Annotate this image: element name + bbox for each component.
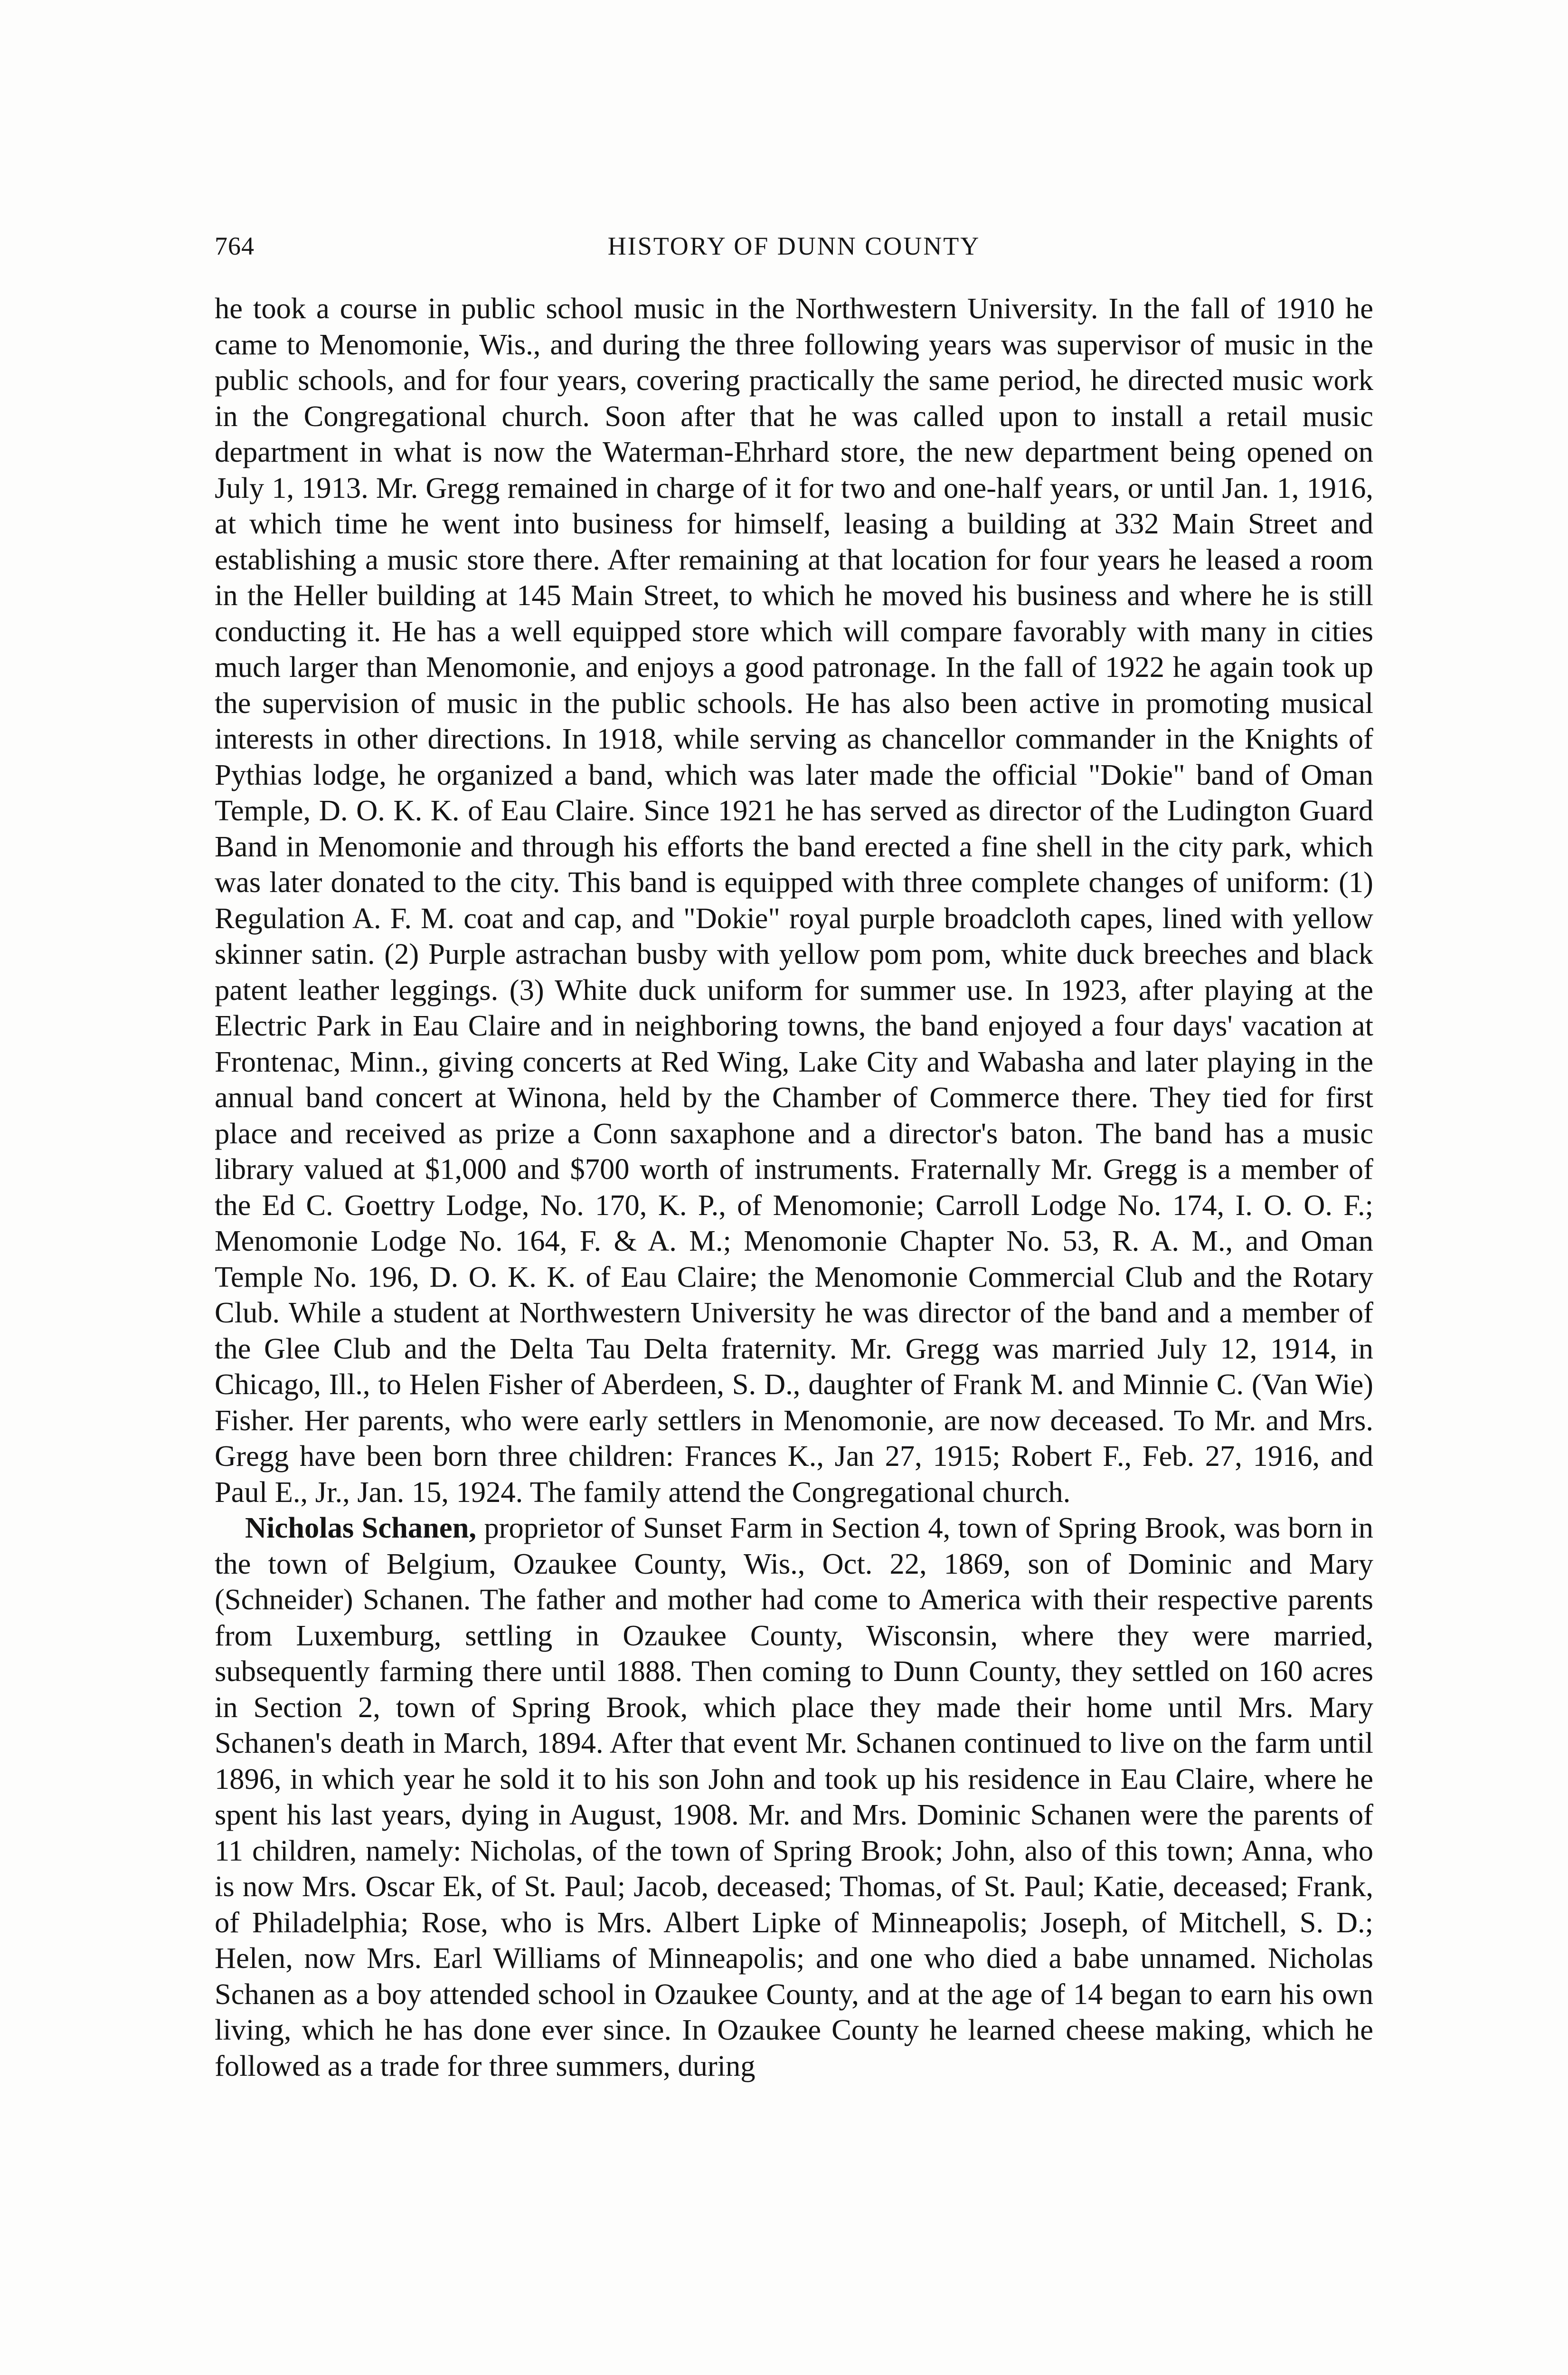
biography-subject-name: Nicholas Schanen, [245, 1511, 476, 1544]
running-head [215, 227, 1373, 265]
body-text [215, 291, 1373, 2084]
paragraph-schanen-biography [215, 1510, 1373, 2084]
paragraph-gregg-continued: he took a course in public school music in the Northwestern University. In the fall of 1910 he came to Menomonie, Wis., and during the three following years was supervisor of music in the public schools, and for four years, covering practically the same period, he directed music work in the Congregational church. Soon after that he was called upon to install a retail music department in what is now the Waterman-Ehrhard store, the new department being opened on July 1, 1913. Mr. Gregg remained in charge of it for two and one-half years, or until Jan. 1, 1916, at which time he went into business for himself, leasing a building at 332 Main Street and establishing a music store there. After remaining at that location for four years he leased a room in the Heller building at 145 Main Street, to which he moved his business and where he is still conducting it. He has a well equipped store which will compare favorably with many in cities much larger than Menomonie, and enjoys a good patronage. In the fall of 1922 he again took up the supervision of music in the public schools. He has also been active in promoting musical interests in other directions. In 1918, while serving as chancellor commander in the Knights of Pythias lodge, he organized a band, which was later made the official "Dokie" band of Oman Temple, D. O. K. K. of Eau Claire. Since 1921 he has served as director of the Ludington Guard Band in Menomonie and through his efforts the band erected a fine shell in the city park, which was later donated to the city. This band is equipped with three complete changes of uniform: (1) Regulation A. F. M. coat and cap, and "Dokie" royal purple broadcloth capes, lined with yellow skinner satin. (2) Purple astrachan busby with yellow pom pom, white duck breeches and black patent leather leggings. (3) White duck uniform for summer use. In 1923, after playing at the Electric Park in Eau Claire and in neighboring towns, the band enjoyed a four days' vacation at Frontenac, Minn., giving concerts at Red Wing, Lake City and Wabasha and later playing in the annual band concert at Winona, held by the Chamber of Commerce there. They tied for first place and received as prize a Conn saxaphone and a director's baton. The band has a music library valued at $1,000 and $700 worth of instruments. Fraternally Mr. Gregg is a member of the Ed C. Goettry Lodge, No. 170, K. P., of Menomonie; Carroll Lodge No. 174, I. O. O. F.; Menomonie Lodge No. 164, F. & A. M.; Menomonie Chapter No. 53, R. A. M., and Oman Temple No. 196, D. O. K. K. of Eau Claire; the Menomonie Commercial Club and the Rotary Club. While a student at Northwestern University he was director of the band and a member of the Glee Club and the Delta Tau Delta fraternity. Mr. Gregg was married July 12, 1914, in Chicago, Ill., to Helen Fisher of Aberdeen, S. D., daughter of Frank M. and Minnie C. (Van Wie) Fisher. Her parents, who were early settlers in Menomonie, are now deceased. To Mr. and Mrs. Gregg have been born three children: Frances K., Jan 27, 1915; Robert F., Feb. 27, 1916, and Paul E., Jr., Jan. 15, 1924. The family attend the Congregational church. [215, 292, 1373, 1509]
page-number: 764 [215, 232, 255, 260]
running-title: HISTORY OF DUNN COUNTY [607, 232, 981, 260]
paragraph-schanen-text: proprietor of Sunset Farm in Section 4, town of Spring Brook, was born in the town of Belgium, Ozaukee County, Wis., Oct. 22, 1869, son of Dominic and Mary (Schneider) Schanen. The father and mother had come to America with their respective parents from Luxemburg, settling in Ozaukee County, Wisconsin, where they were married, subsequently farming there until 1888. Then coming to Dunn County, they settled on 160 acres in Section 2, town of Spring Brook, which place they made their home until Mrs. Mary Schanen's death in March, 1894. After that event Mr. Schanen continued to live on the farm until 1896, in which year he sold it to his son John and took up his residence in Eau Claire, where he spent his last years, dying in August, 1908. Mr. and Mrs. Dominic Schanen were the parents of 11 children, namely: Nicholas, of the town of Spring Brook; John, also of this town; Anna, who is now Mrs. Oscar Ek, of St. Paul; Jacob, deceased; Thomas, of St. Paul; Katie, deceased; Frank, of Philadelphia; Rose, who is Mrs. Albert Lipke of Minneapolis; Joseph, of Mitchell, S. D.; Helen, now Mrs. Earl Williams of Minneapolis; and one who died a babe unnamed. Nicholas Schanen as a boy attended school in Ozaukee County, and at the age of 14 began to earn his own living, which he has done ever since. In Ozaukee County he learned cheese making, which he followed as a trade for three summers, during [215, 1511, 1373, 2082]
